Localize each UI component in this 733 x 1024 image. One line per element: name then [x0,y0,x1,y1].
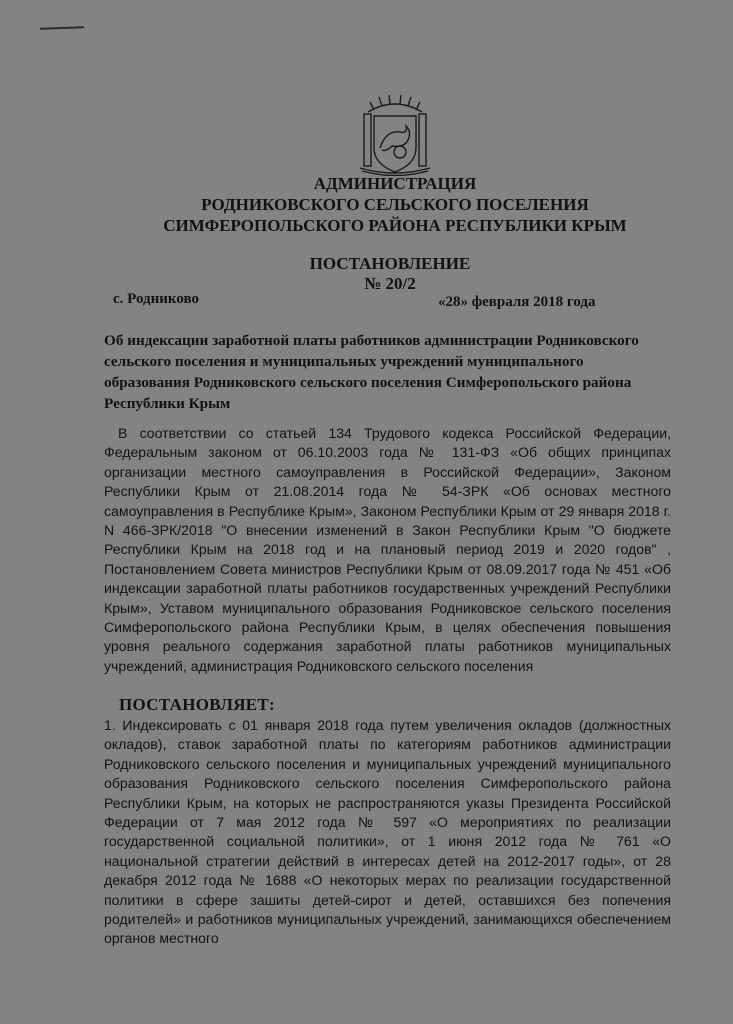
decree-number: № 20/2 [364,274,416,293]
authority-heading [100,173,690,236]
decree-title: ПОСТАНОВЛЕНИЕ [309,254,471,273]
pen-mark [40,26,84,30]
resolves-heading: ПОСТАНОВЛЯЕТ: [119,695,276,714]
heading-line-district: СИМФЕРОПОЛЬСКОГО РАЙОНА РЕСПУБЛИКИ КРЫМ [163,216,627,235]
item-1-paragraph: 1. Индексировать с 01 января 2018 года путем увеличения окладов (должностных окладов), ставок заработной платы по категориям работников администрации Родниковского сельского поселения и муниципальных учреждений муниципального образования Родниковского сельского поселения Симферопольского района Республики Крым, на которых не распространяются указы Президента Российской Федерации от 7 мая 2012 года № 597 «О мероприятиях по реализации государственной социальной политики», от 1 июня 2012 года № 761 «О национальной стратегии действий в интересах детей на 2012-2017 годы», от 28 декабря 2012 года № 1688 «О некоторых мерах по реализации государственной политики в сфере зашиты детей-сирот и детей, оставшихся без попечения родителей» и работников муниципальных учреждений, занимающихся обеспечением органов местного [104,717,671,947]
date-of-issue: «28» февраля 2018 года [438,294,596,310]
decree-subject: Об индексации заработной платы работников администрации Родниковского сельского поселения и муниципальных учреждений муниципального образования Родниковского сельского поселения Симферопольского района Республики Крым [104,332,639,412]
decree-heading [100,254,680,294]
coat-of-arms-icon [356,92,434,176]
heading-line-settlement: РОДНИКОВСКОГО СЕЛЬСКОГО ПОСЕЛЕНИЯ [201,195,589,214]
heading-line-administration: АДМИНИСТРАЦИЯ [313,174,477,193]
place-of-issue: с. Родниково [113,291,199,307]
preamble-paragraph: В соответствии со статьей 134 Трудового кодекса Российской Федерации, Федеральным законом от 06.10.2003 года № 131-ФЗ «Об общих принципах организации местного самоуправления в Российской Федерации», Законом Республики Крым от 21.08.2014 года № 54-ЗРК «Об основах местного самоуправления в Республике Крым», Законом Республики Крым от 29 января 2018 г. N 466-ЗРК/2018 "О внесении изменений в Закон Республики Крым "О бюджете Республики Крым на 2018 год и на плановый период 2019 и 2020 годов" , Постановлением Совета министров Республики Крым от 08.09.2017 года № 451 «Об индексации заработной платы работников государственных учреждений Республики Крым», Уставом муниципального образования Родниковское сельского поселения Симферопольского района Республики Крым, в целях обеспечения повышения уровня реального содержания заработной платы работников муниципальных учреждений, администрация Родниковского сельского поселения [104,425,671,674]
